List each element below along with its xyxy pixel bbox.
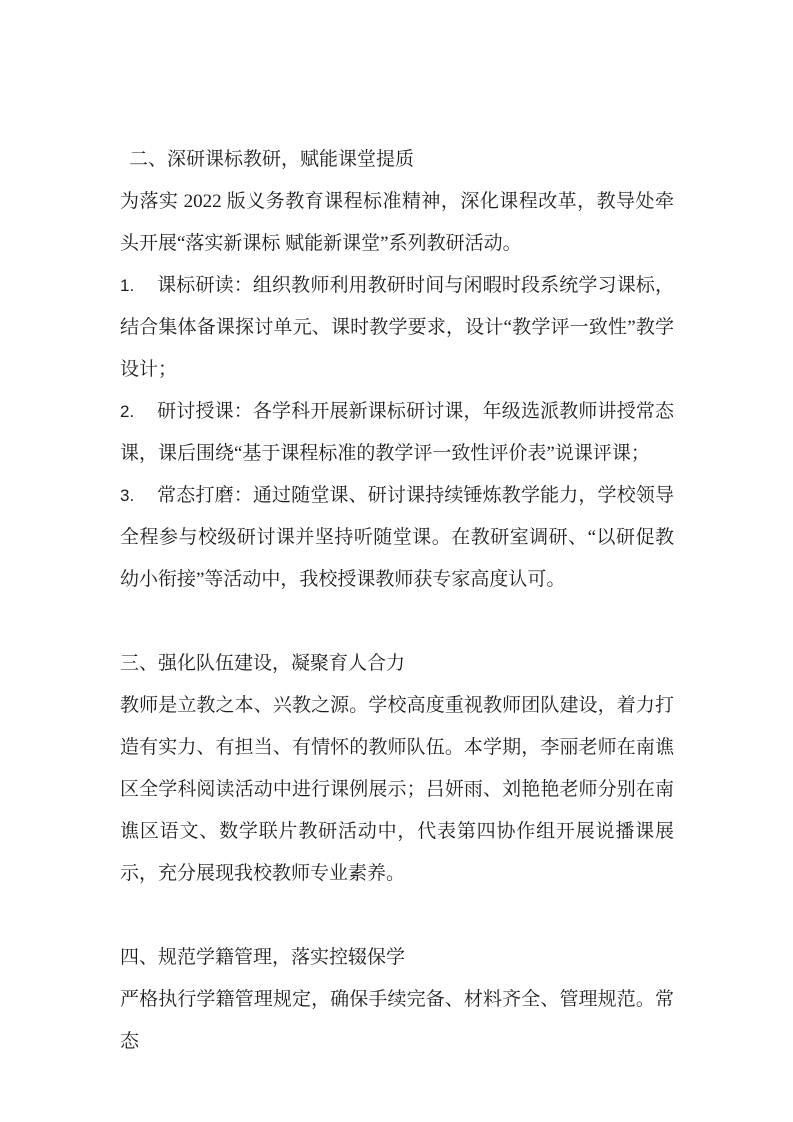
list-item: [120, 391, 674, 475]
section-4: [120, 937, 674, 1063]
list-item-text: 常态打磨：通过随堂课、研讨课持续锤炼教学能力，学校领导全程参与校级研讨课并坚持听随堂课。在教研室调研、“以研促教幼小衔接”等活动中，我校授课教师获专家高度认可。: [120, 485, 674, 590]
list-item-number: 1.: [120, 276, 135, 295]
section-heading: 三、强化队伍建设，凝聚育人合力: [120, 653, 406, 674]
list-item-number: 3.: [120, 486, 135, 505]
list-item-text: 课标研读：组织教师利用教研时间与闲暇时段系统学习课标，结合集体备课探讨单元、课时教学要求，设计“教学评一致性”教学设计；: [120, 275, 674, 380]
list-item: [120, 475, 674, 601]
document-content: [120, 139, 674, 1063]
section-2: [120, 139, 674, 601]
list-item: [120, 265, 674, 391]
section-3: [120, 643, 674, 895]
section-heading: 四、规范学籍管理，落实控辍保学: [120, 947, 406, 968]
section-heading: 二、深研课标教研，赋能课堂提质: [129, 149, 415, 170]
paragraph: 教师是立教之本、兴教之源。学校高度重视教师团队建设，着力打造有实力、有担当、有情怀的教师队伍。本学期，李丽老师在南谯区全学科阅读活动中进行课例展示；吕妍雨、刘艳艳老师分别在南谯区语文、数学联片教研活动中，代表第四协作组开展说播课展示，充分展现我校教师专业素养。: [120, 695, 674, 884]
list-item-number: 2.: [120, 402, 135, 421]
paragraph: 为落实 2022 版义务教育课程标准精神，深化课程改革，教导处牵头开展“落实新课标 赋能新课堂”系列教研活动。: [120, 191, 674, 254]
paragraph: 严格执行学籍管理规定，确保手续完备、材料齐全、管理规范。常态: [120, 989, 674, 1052]
list-item-text: 研讨授课：各学科开展新课标研讨课，年级选派教师讲授常态课，课后围绕“基于课程标准的教学评一致性评价表”说课评课；: [120, 401, 674, 464]
